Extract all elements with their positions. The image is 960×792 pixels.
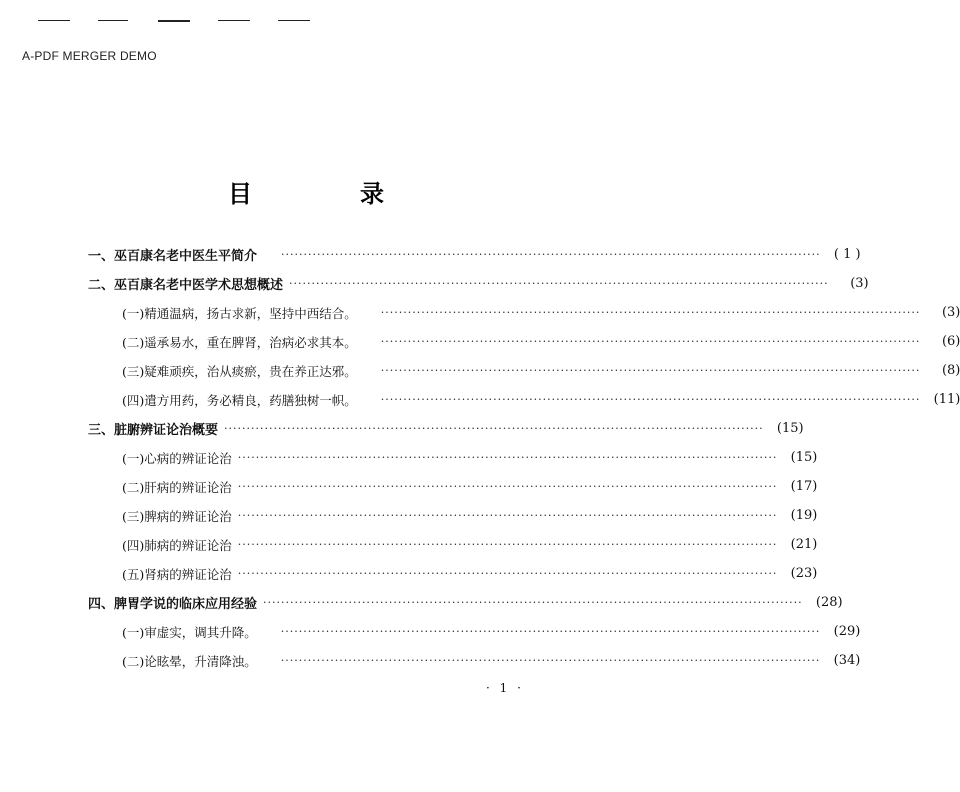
toc-entry-page: (6) <box>941 334 960 349</box>
toc-entry-label: (四)遣方用药，务必精良，药膳独树一帜。 <box>122 392 357 408</box>
toc-dot-leader: ························································································································ <box>280 625 821 638</box>
toc-dot-leader: ························································································································ <box>380 393 921 406</box>
toc-entry-label: 一、巫百康名老中医生平简介 <box>88 249 258 264</box>
toc-dot-leader: ························································································································ <box>380 335 921 348</box>
toc-dot-leader: ························································································································ <box>237 509 778 522</box>
toc-entry-page: (3) <box>941 305 960 320</box>
toc-entry[interactable] <box>88 269 869 298</box>
header-rule-4 <box>218 20 250 21</box>
toc-entry-page: (8) <box>941 363 960 378</box>
toc-entry-label: (二)肝病的辨证论治 <box>122 479 232 495</box>
toc-entry-label: (五)肾病的辨证论治 <box>122 566 232 582</box>
toc-subentry[interactable] <box>88 327 960 356</box>
toc-entry-page: (21) <box>790 537 818 552</box>
toc-subentry[interactable] <box>88 385 960 414</box>
toc-entry-page: (15) <box>790 450 818 465</box>
toc-subentry[interactable] <box>88 501 818 530</box>
toc-entry-label: (三)脾病的辨证论治 <box>122 508 232 524</box>
header-rule-1 <box>38 20 70 21</box>
table-of-contents <box>88 240 960 675</box>
page-number: · 1 · <box>486 681 524 695</box>
toc-entry-page: (29) <box>833 624 861 639</box>
toc-entry-page: ( 1 ) <box>833 247 861 262</box>
toc-entry-page: (28) <box>815 595 843 610</box>
toc-entry-label: 三、脏腑辨证论治概要 <box>88 423 219 438</box>
toc-entry-label: (一)审虚实，调其升降。 <box>122 624 257 640</box>
toc-subentry[interactable] <box>88 646 861 675</box>
toc-subentry[interactable] <box>88 530 818 559</box>
toc-entry-label: (二)论眩晕，升清降浊。 <box>122 653 257 669</box>
toc-entry-label: (三)疑难顽疾，治从痰瘀，贵在养正达邪。 <box>122 363 357 379</box>
toc-dot-leader: ························································································································ <box>280 654 821 667</box>
toc-entry-page: (15) <box>776 421 804 436</box>
toc-dot-leader: ························································································································ <box>263 596 803 609</box>
toc-dot-leader: ························································································································ <box>380 364 921 377</box>
toc-entry-page: (3) <box>850 276 869 291</box>
toc-entry-label: (二)遥承易水，重在脾肾，治病必求其本。 <box>122 334 357 350</box>
toc-dot-leader: ························································································································ <box>289 277 829 290</box>
toc-entry-page: (34) <box>833 653 861 668</box>
toc-entry-page: (23) <box>790 566 818 581</box>
toc-dot-leader: ························································································································ <box>237 538 778 551</box>
watermark-text: A-PDF MERGER DEMO <box>22 49 157 63</box>
header-rule-5 <box>278 20 310 21</box>
toc-dot-leader: ························································································································ <box>281 248 821 261</box>
toc-entry-label: (四)肺病的辨证论治 <box>122 537 232 553</box>
toc-entry-page: (17) <box>790 479 818 494</box>
toc-subentry[interactable] <box>88 559 818 588</box>
toc-entry[interactable] <box>88 414 804 443</box>
toc-dot-leader: ························································································································ <box>224 422 764 435</box>
toc-subentry[interactable] <box>88 298 960 327</box>
toc-subentry[interactable] <box>88 356 960 385</box>
header-rule-3 <box>158 20 190 22</box>
toc-entry-page: (11) <box>933 392 960 407</box>
toc-entry[interactable] <box>88 588 843 617</box>
toc-dot-leader: ························································································································ <box>237 480 778 493</box>
header-rule-2 <box>98 20 128 21</box>
toc-dot-leader: ························································································································ <box>237 567 778 580</box>
toc-entry[interactable] <box>88 240 861 269</box>
toc-subentry[interactable] <box>88 472 818 501</box>
toc-dot-leader: ························································································································ <box>380 306 921 319</box>
toc-subentry[interactable] <box>88 443 818 472</box>
toc-entry-label: (一)心病的辨证论治 <box>122 450 232 466</box>
toc-dot-leader: ························································································································ <box>237 451 778 464</box>
toc-entry-label: 四、脾胃学说的临床应用经验 <box>88 597 258 612</box>
page-title: 目 录 <box>228 180 426 208</box>
toc-entry-page: (19) <box>790 508 818 523</box>
toc-subentry[interactable] <box>88 617 861 646</box>
toc-entry-label: (一)精通温病，扬古求新，坚持中西结合。 <box>122 305 357 321</box>
toc-entry-label: 二、巫百康名老中医学术思想概述 <box>88 278 284 293</box>
